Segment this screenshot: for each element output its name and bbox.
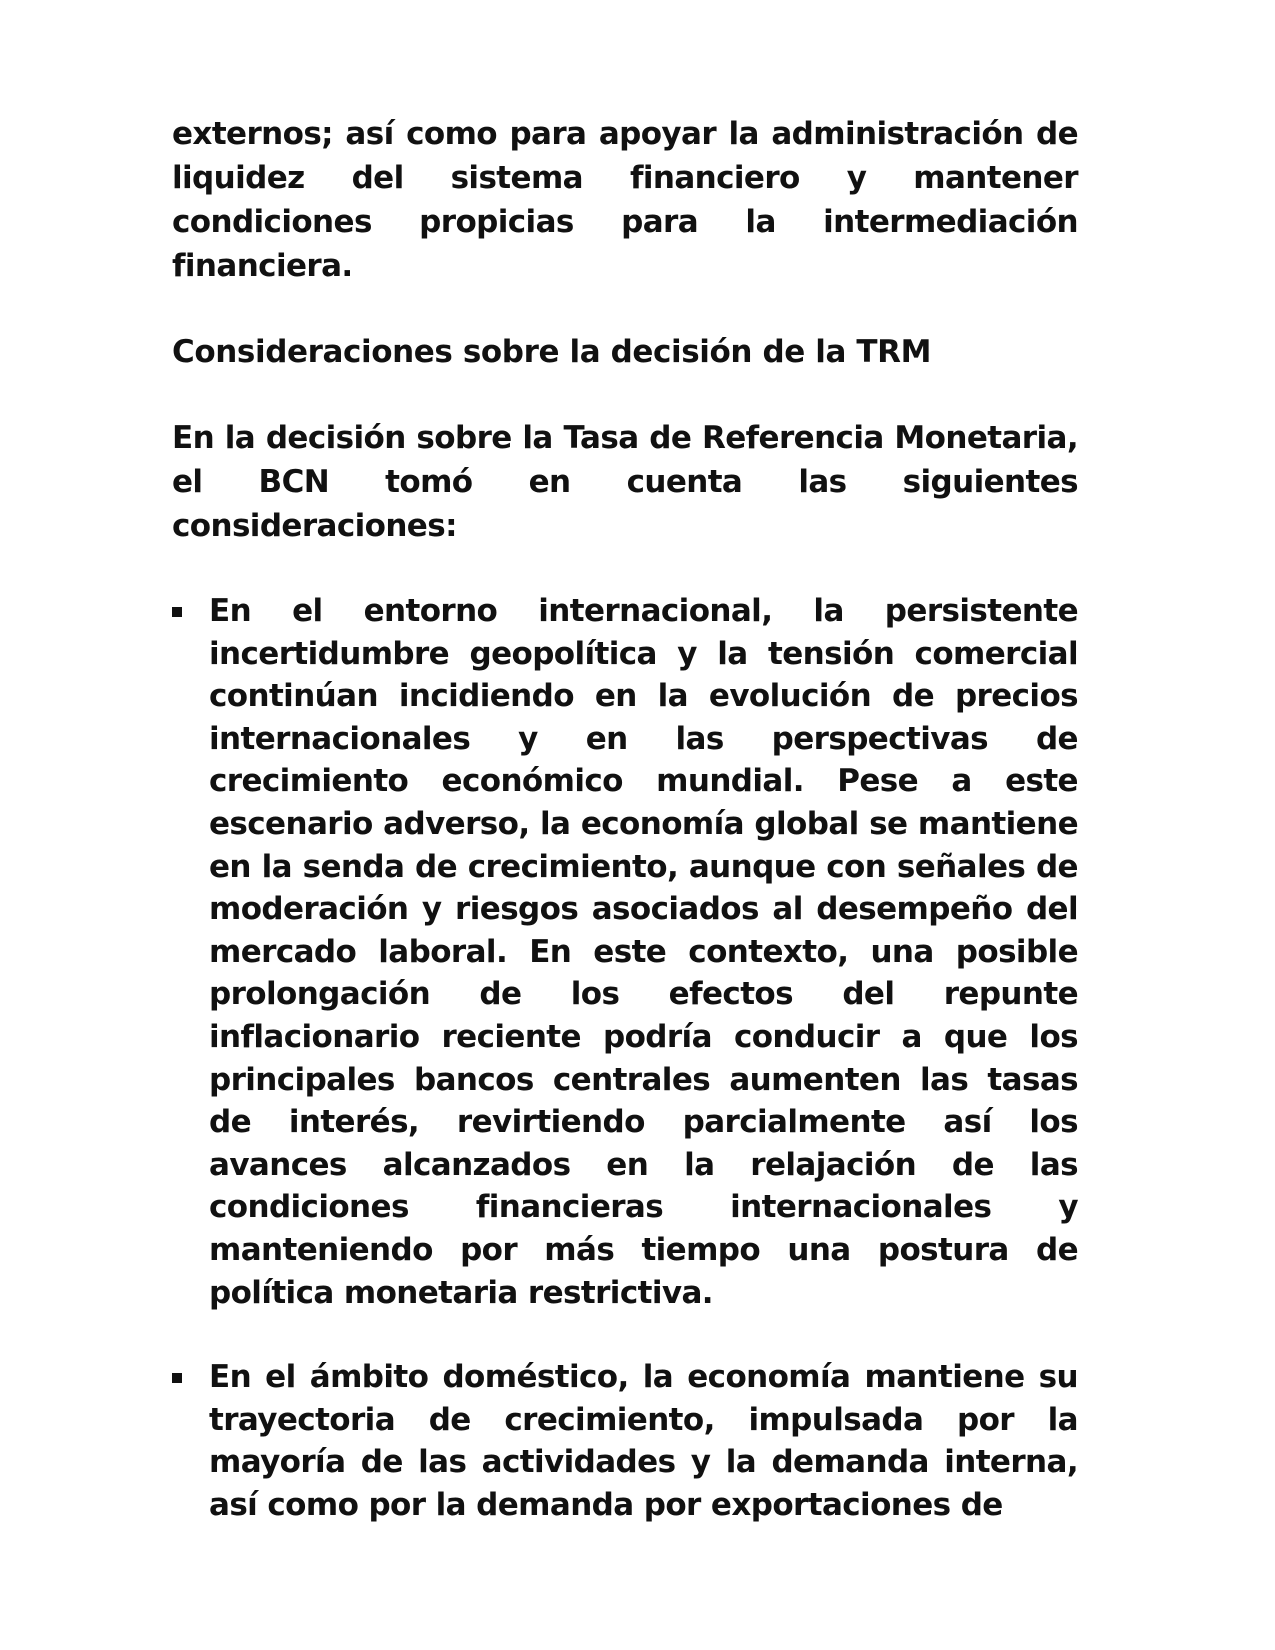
intro-paragraph: En la decisión sobre la Tasa de Referencia Monetaria, el BCN tomó en cuenta las siguientes consideraciones: (172, 420, 1078, 544)
section-heading: Consideraciones sobre la decisión de la TRM (172, 334, 932, 370)
considerations-list (172, 590, 1078, 1526)
list-item-text: En el entorno internacional, la persistente incertidumbre geopolítica y la tensión comercial continúan incidiendo en la evolución de precios internacionales y en las perspectivas de crecimiento económico mundial. Pese a este escenario adverso, la economía global se mantiene en la senda de crecimiento, aunque con señales de moderación y riesgos asociados al desempeño del mercado laboral. En este contexto, una posible prolongación de los efectos del repunte inflacionario reciente podría conducir a que los principales bancos centrales aumenten las tasas de interés, revirtiendo parcialmente así los avances alcanzados en la relajación de las condiciones financieras internacionales y manteniendo por más tiempo una postura de política monetaria restrictiva. (209, 593, 1078, 1311)
list-item (172, 590, 1078, 1314)
opening-paragraph: externos; así como para apoyar la administración de liquidez del sistema financiero y mantener condiciones propicias para la intermediación financiera. (172, 116, 1078, 284)
list-item (172, 1356, 1078, 1526)
document-page (172, 112, 1078, 1526)
list-item-text: En el ámbito doméstico, la economía mantiene su trayectoria de crecimiento, impulsada por la mayoría de las actividades y la demanda interna, así como por la demanda por exportaciones de (209, 1359, 1078, 1523)
square-bullet-icon (172, 607, 182, 617)
square-bullet-icon (172, 1373, 182, 1383)
